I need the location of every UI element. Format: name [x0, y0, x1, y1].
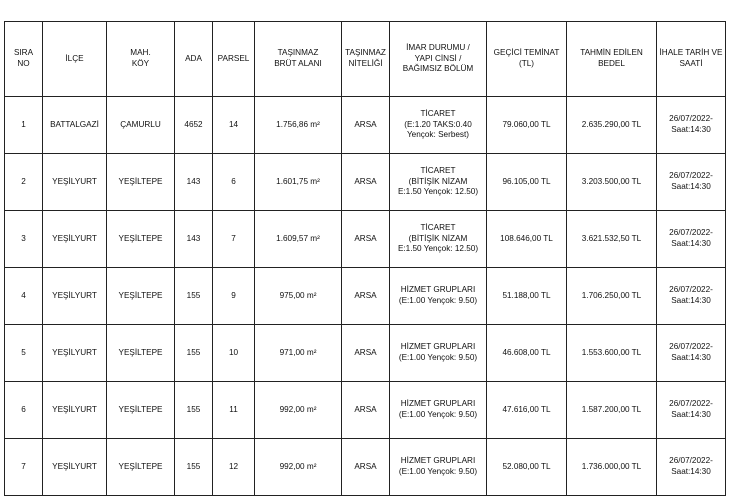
cell-text: (BİTİŞİK NİZAM	[408, 176, 468, 186]
cell-brut-alan	[255, 325, 342, 382]
cell-text: 79.060,00 TL	[502, 119, 551, 129]
cell-text: 4	[21, 290, 26, 300]
table-row	[5, 154, 726, 211]
cell-text: 3.621.532,50 TL	[581, 233, 642, 243]
cell-mahalle-koy	[107, 325, 175, 382]
cell-tahmini-bedel	[567, 325, 657, 382]
header-nitelik	[342, 22, 390, 97]
cell-text: MAH.	[130, 48, 151, 58]
cell-text: NİTELİĞİ	[348, 59, 383, 68]
cell-text: BEDEL	[598, 59, 625, 68]
cell-parsel	[213, 325, 255, 382]
cell-ihale-tarihi	[657, 154, 726, 211]
cell-brut-alan	[255, 154, 342, 211]
cell-text: 1.553.600,00 TL	[581, 347, 642, 357]
cell-text: ARSA	[354, 119, 377, 129]
cell-text: HİZMET GRUPLARI	[400, 342, 476, 352]
cell-gecici-teminat	[487, 154, 567, 211]
cell-ada	[175, 325, 213, 382]
cell-tahmini-bedel	[567, 154, 657, 211]
cell-imar-durumu	[390, 154, 487, 211]
cell-text: 26/07/2022-	[669, 399, 713, 409]
cell-text: 96.105,00 TL	[502, 176, 551, 186]
cell-text: (E:1.00 Yençok: 9.50)	[398, 353, 478, 362]
cell-ilce	[43, 325, 107, 382]
cell-brut-alan	[255, 439, 342, 496]
cell-text: 143	[186, 176, 201, 186]
cell-text: 155	[186, 347, 201, 357]
cell-nitelik	[342, 154, 390, 211]
cell-text: 4652	[184, 119, 203, 129]
cell-text: Saat:14:30	[671, 125, 711, 134]
table-row	[5, 97, 726, 154]
table-row	[5, 211, 726, 268]
cell-text: TAŞINMAZ	[345, 48, 386, 58]
header-parsel	[213, 22, 255, 97]
cell-text: 155	[186, 404, 201, 414]
cell-imar-durumu	[390, 439, 487, 496]
cell-text: Saat:14:30	[671, 239, 711, 248]
cell-imar-durumu	[390, 382, 487, 439]
cell-gecici-teminat	[487, 439, 567, 496]
cell-text: YEŞİLTEPE	[118, 290, 163, 300]
cell-tahmini-bedel	[567, 382, 657, 439]
cell-text: 1.609,57 m²	[276, 233, 320, 243]
cell-text: ARSA	[354, 176, 377, 186]
cell-brut-alan	[255, 382, 342, 439]
header-ada	[175, 22, 213, 97]
cell-imar-durumu	[390, 97, 487, 154]
document-page	[4, 21, 726, 496]
cell-nitelik	[342, 268, 390, 325]
cell-text: E:1.50 Yençok: 12.50)	[397, 244, 479, 254]
cell-text: NO	[17, 59, 30, 68]
cell-text: (BİTİŞİK NİZAM	[408, 233, 468, 243]
cell-text: YAPI CİNSİ /	[414, 53, 462, 63]
header-sira-no	[5, 22, 43, 97]
cell-text: 6	[21, 404, 26, 414]
cell-text: 46.608,00 TL	[502, 347, 551, 357]
cell-text: SAATİ	[679, 59, 703, 68]
cell-ihale-tarihi	[657, 211, 726, 268]
cell-tahmini-bedel	[567, 97, 657, 154]
cell-text: 26/07/2022-	[669, 456, 713, 466]
cell-ada	[175, 97, 213, 154]
cell-tahmini-bedel	[567, 439, 657, 496]
cell-sira-no	[5, 211, 43, 268]
cell-text: (E:1.00 Yençok: 9.50)	[398, 296, 478, 305]
cell-text: 3.203.500,00 TL	[581, 176, 642, 186]
cell-text: 155	[186, 461, 201, 471]
cell-text: 9	[231, 290, 236, 300]
cell-mahalle-koy	[107, 211, 175, 268]
cell-text: Saat:14:30	[671, 467, 711, 476]
cell-gecici-teminat	[487, 268, 567, 325]
cell-sira-no	[5, 325, 43, 382]
cell-text: 155	[186, 290, 201, 300]
cell-text: ADA	[185, 53, 202, 63]
cell-text: 26/07/2022-	[669, 171, 713, 181]
cell-mahalle-koy	[107, 268, 175, 325]
cell-text: SIRA	[13, 48, 34, 58]
cell-text: YEŞİLTEPE	[118, 347, 163, 357]
cell-text: 1	[21, 119, 26, 129]
cell-text: BATTALGAZİ	[50, 119, 99, 129]
cell-brut-alan	[255, 211, 342, 268]
cell-text: İHALE TARİH VE	[659, 48, 723, 58]
cell-ilce	[43, 154, 107, 211]
cell-mahalle-koy	[107, 439, 175, 496]
cell-text: Yençok: Serbest)	[406, 130, 470, 140]
cell-parsel	[213, 268, 255, 325]
cell-ihale-tarihi	[657, 439, 726, 496]
cell-text: 52.080,00 TL	[502, 461, 551, 471]
cell-text: 143	[186, 233, 201, 243]
header-row	[5, 22, 726, 97]
cell-text: ARSA	[354, 461, 377, 471]
cell-text: 2	[21, 176, 26, 186]
cell-text: 2.635.290,00 TL	[581, 119, 642, 129]
cell-parsel	[213, 211, 255, 268]
cell-text: YEŞİLYURT	[52, 404, 97, 414]
cell-brut-alan	[255, 268, 342, 325]
cell-text: ARSA	[354, 404, 377, 414]
cell-sira-no	[5, 154, 43, 211]
cell-text: YEŞİLYURT	[52, 347, 97, 357]
cell-text: Saat:14:30	[671, 410, 711, 419]
cell-imar-durumu	[390, 268, 487, 325]
cell-text: 975,00 m²	[279, 290, 317, 300]
cell-text: 11	[229, 404, 238, 414]
cell-sira-no	[5, 97, 43, 154]
cell-text: YEŞİLTEPE	[118, 461, 163, 471]
cell-brut-alan	[255, 97, 342, 154]
cell-text: (E:1.00 Yençok: 9.50)	[398, 467, 478, 476]
cell-text: TİCARET	[420, 223, 456, 233]
cell-mahalle-koy	[107, 154, 175, 211]
header-gecici-teminat	[487, 22, 567, 97]
cell-text: YEŞİLYURT	[52, 461, 97, 471]
cell-gecici-teminat	[487, 325, 567, 382]
cell-tahmini-bedel	[567, 268, 657, 325]
cell-sira-no	[5, 268, 43, 325]
cell-text: ÇAMURLU	[120, 119, 161, 129]
cell-text: 6	[231, 176, 236, 186]
cell-text: HİZMET GRUPLARI	[400, 399, 476, 409]
cell-text: İMAR DURUMU /	[406, 43, 470, 53]
cell-imar-durumu	[390, 211, 487, 268]
cell-parsel	[213, 97, 255, 154]
cell-text: 47.616,00 TL	[502, 404, 551, 414]
cell-text: 10	[228, 347, 239, 357]
cell-ilce	[43, 382, 107, 439]
cell-ada	[175, 211, 213, 268]
cell-parsel	[213, 439, 255, 496]
cell-text: HİZMET GRUPLARI	[400, 456, 476, 466]
cell-nitelik	[342, 382, 390, 439]
cell-text: 5	[21, 347, 26, 357]
cell-text: 992,00 m²	[279, 461, 317, 471]
cell-text: YEŞİLTEPE	[118, 233, 163, 243]
cell-ada	[175, 439, 213, 496]
cell-text: YEŞİLYURT	[52, 233, 97, 243]
cell-ihale-tarihi	[657, 325, 726, 382]
header-ihale-tarihi	[657, 22, 726, 97]
cell-text: 971,00 m²	[279, 347, 317, 357]
cell-mahalle-koy	[107, 382, 175, 439]
cell-text: 1.756,86 m²	[276, 119, 320, 129]
cell-ilce	[43, 97, 107, 154]
cell-ihale-tarihi	[657, 97, 726, 154]
cell-text: 992,00 m²	[279, 404, 317, 414]
cell-text: 7	[21, 461, 26, 471]
cell-text: 108.646,00 TL	[500, 233, 553, 243]
cell-text: BRÜT ALANI	[274, 59, 322, 68]
cell-text: 1.736.000,00 TL	[581, 461, 642, 471]
cell-text: 26/07/2022-	[669, 228, 713, 238]
cell-text: TİCARET	[420, 109, 456, 119]
cell-mahalle-koy	[107, 97, 175, 154]
header-ilce	[43, 22, 107, 97]
cell-gecici-teminat	[487, 97, 567, 154]
cell-text: YEŞİLYURT	[52, 290, 97, 300]
cell-text: 1.587.200,00 TL	[581, 404, 642, 414]
cell-ada	[175, 382, 213, 439]
cell-text: ARSA	[354, 290, 377, 300]
cell-text: TAŞINMAZ	[277, 48, 319, 58]
cell-text: ARSA	[354, 233, 377, 243]
table-body	[5, 97, 726, 496]
cell-ilce	[43, 268, 107, 325]
cell-text: YEŞİLTEPE	[118, 176, 163, 186]
table-row	[5, 325, 726, 382]
cell-text: PARSEL	[217, 53, 250, 63]
cell-text: 26/07/2022-	[669, 114, 713, 124]
cell-gecici-teminat	[487, 382, 567, 439]
cell-text: Saat:14:30	[671, 296, 711, 305]
cell-text: (E:1.00 Yençok: 9.50)	[398, 410, 478, 419]
cell-text: 12	[228, 461, 239, 471]
cell-nitelik	[342, 325, 390, 382]
cell-text: (TL)	[518, 59, 534, 68]
cell-text: BAĞIMSIZ BÖLÜM	[402, 64, 474, 74]
cell-text: (E:1.20 TAKS:0.40	[404, 119, 472, 129]
cell-tahmini-bedel	[567, 211, 657, 268]
cell-text: TİCARET	[420, 166, 456, 176]
table-row	[5, 382, 726, 439]
cell-nitelik	[342, 97, 390, 154]
cell-gecici-teminat	[487, 211, 567, 268]
auction-table	[4, 21, 726, 496]
cell-text: YEŞİLTEPE	[118, 404, 163, 414]
table-row	[5, 439, 726, 496]
cell-text: Saat:14:30	[671, 182, 711, 191]
cell-ilce	[43, 211, 107, 268]
cell-text: 14	[228, 119, 239, 129]
cell-text: 51.188,00 TL	[502, 290, 551, 300]
cell-text: HİZMET GRUPLARI	[400, 285, 476, 295]
cell-text: 26/07/2022-	[669, 342, 713, 352]
cell-parsel	[213, 382, 255, 439]
cell-ada	[175, 154, 213, 211]
cell-text: E:1.50 Yençok: 12.50)	[397, 187, 479, 197]
cell-nitelik	[342, 439, 390, 496]
header-imar-durumu	[390, 22, 487, 97]
cell-text: 7	[231, 233, 236, 243]
table-row	[5, 268, 726, 325]
cell-imar-durumu	[390, 325, 487, 382]
cell-sira-no	[5, 382, 43, 439]
cell-nitelik	[342, 211, 390, 268]
cell-sira-no	[5, 439, 43, 496]
cell-ilce	[43, 439, 107, 496]
header-tahmini-bedel	[567, 22, 657, 97]
cell-text: YEŞİLYURT	[52, 176, 97, 186]
cell-text: TAHMİN EDİLEN	[580, 48, 643, 58]
header-mahalle-koy	[107, 22, 175, 97]
header-brut-alan	[255, 22, 342, 97]
cell-text: Saat:14:30	[671, 353, 711, 362]
cell-text: KÖY	[131, 59, 150, 68]
cell-ihale-tarihi	[657, 268, 726, 325]
cell-text: 3	[21, 233, 26, 243]
cell-text: 1.706.250,00 TL	[581, 290, 642, 300]
cell-ada	[175, 268, 213, 325]
cell-parsel	[213, 154, 255, 211]
cell-text: ARSA	[354, 347, 377, 357]
cell-ihale-tarihi	[657, 382, 726, 439]
cell-text: İLÇE	[65, 53, 84, 63]
cell-text: 1.601,75 m²	[276, 176, 320, 186]
cell-text: 26/07/2022-	[669, 285, 713, 295]
cell-text: GEÇİCİ TEMİNAT	[493, 48, 560, 58]
